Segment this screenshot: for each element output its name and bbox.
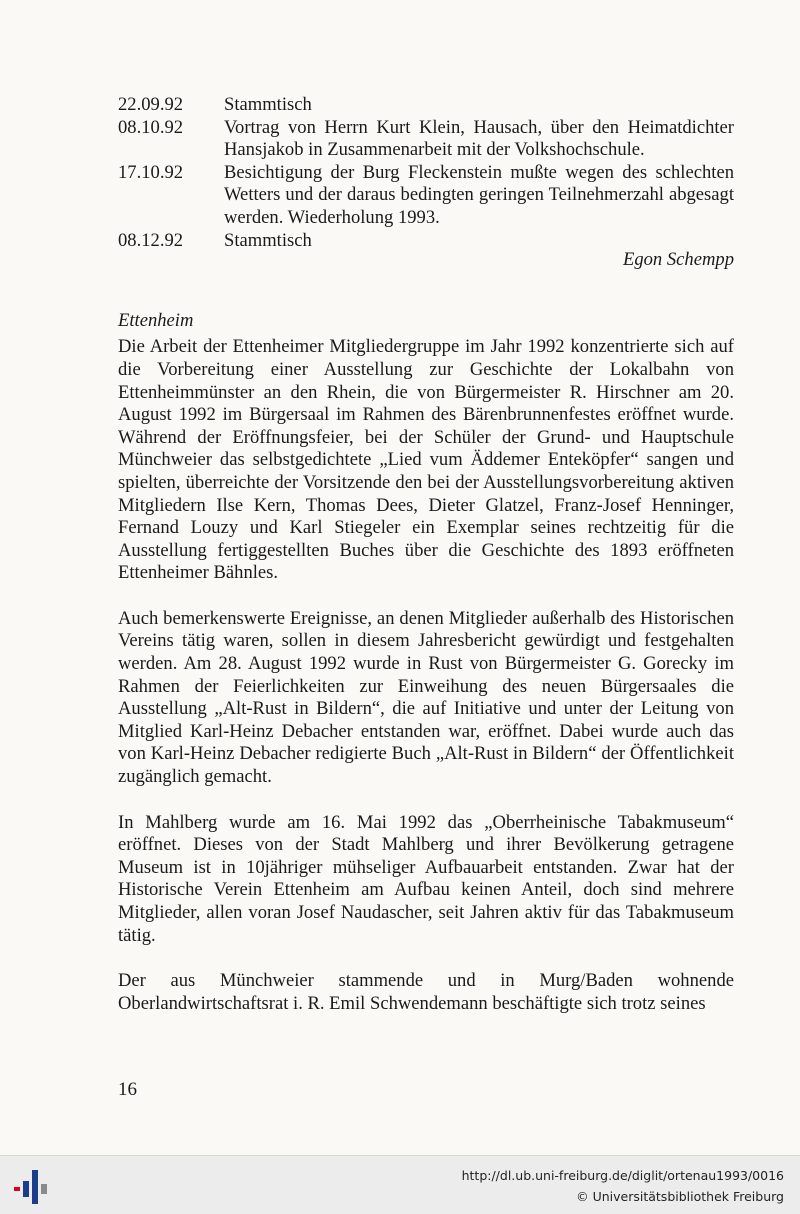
logo-bar: [32, 1170, 38, 1204]
logo-bar: [23, 1181, 29, 1197]
page-number: 16: [118, 1079, 137, 1100]
copyright-notice: © Universitätsbibliothek Freiburg: [576, 1189, 784, 1204]
event-text: Vortrag von Herrn Kurt Klein, Hausach, über den Heimatdichter Hansjakob in Zusammenarbeit mit der Volkshochschule.: [224, 116, 734, 161]
event-entry: [118, 162, 734, 230]
event-date: 08.12.92: [118, 229, 184, 251]
body-paragraph: Der aus Münchweier stammende und in Murg/Baden wohnende Oberlandwirtschaftsrat i. R. Emil Schwendemann beschäftigte sich trotz seines: [118, 970, 734, 1014]
logo-bar: [14, 1187, 20, 1191]
body-paragraph: Auch bemerkenswerte Ereignisse, an denen Mitglieder außerhalb des Historischen Vereins tätig waren, sollen in diesem Jahresbericht gewürdigt und festgehalten werden. Am 28. August 1992 wurde in Rust von Bürgermeister G. Gorecky im Rahmen der Feierlichkeiten zur Einweihung des neuen Bürgersaales die Ausstellung „Alt-Rust in Bildern“, die auf Initiative und unter der Leitung von Mitglied Karl-Heinz Debacher entstanden war, eröffnet. Dabei wurde auch das von Karl-Heinz Debacher redigierte Buch „Alt-Rust in Bildern“ der Öffentlichkeit zugänglich gemacht.: [118, 607, 734, 788]
event-entry: [118, 117, 734, 162]
body-paragraph: Die Arbeit der Ettenheimer Mitgliedergruppe im Jahr 1992 konzentrierte sich auf die Vorbereitung einer Ausstellung zur Geschichte der Lokalbahn von Ettenheimmünster an den Rhein, die von Bürgermeister R. Hirschner am 20. August 1992 im Bürgersaal im Rahmen des Bärenbrunnenfestes eröffnet wurde. Während der Eröffnungsfeier, bei der Schüler der Grund- und Hauptschule Münchweier das selbstgedichtete „Lied vum Äddemer Enteköpfer“ sangen und spielten, überreichte der Vorsitzende den bei der Ausstellungsvorbereitung aktiven Mitgliedern Ilse Kern, Thomas Dees, Dieter Glatzel, Franz-Josef Henninger, Fernand Louzy und Karl Stiegeler ein Exemplar seines rechtzeitig für die Ausstellung fertiggestellten Buches über die Geschichte des 1893 eröffneten Ettenheimer Bähnles.: [118, 336, 734, 584]
event-date: 22.09.92: [118, 94, 184, 115]
event-text: Stammtisch: [224, 94, 312, 115]
section-title: Ettenheim: [118, 309, 194, 331]
page-content: [118, 94, 734, 1015]
body-paragraph: In Mahlberg wurde am 16. Mai 1992 das „Oberrheinische Tabakmuseum“ eröffnet. Dieses von der Stadt Mahlberg und ihrer Bevölkerung getragene Museum ist in 10jähriger mühseliger Aufbauarbeit entstanden. Zwar hat der Historische Verein Ettenheim am Aufbau keinen Anteil, doch sind mehrere Mitglieder, allen voran Josef Naudascher, seit Jahren aktiv für das Tabakmuseum tätig.: [118, 811, 734, 946]
author-signature: Egon Schempp: [622, 249, 734, 271]
event-text: Stammtisch: [224, 229, 312, 251]
event-entry: [118, 94, 734, 117]
university-library-logo: [12, 1164, 52, 1208]
logo-bar: [41, 1184, 47, 1194]
footer-bar: [0, 1155, 800, 1214]
source-url-link[interactable]: http://dl.ub.uni-freiburg.de/diglit/ortenau1993/0016: [461, 1168, 784, 1183]
event-date: 17.10.92: [118, 161, 184, 183]
event-text: Besichtigung der Burg Fleckenstein mußte wegen des schlechten Wetters und der daraus bedingten geringen Teilnehmerzahl abgesagt werden. Wiederholung 1993.: [224, 161, 734, 228]
event-date: 08.10.92: [118, 116, 184, 138]
